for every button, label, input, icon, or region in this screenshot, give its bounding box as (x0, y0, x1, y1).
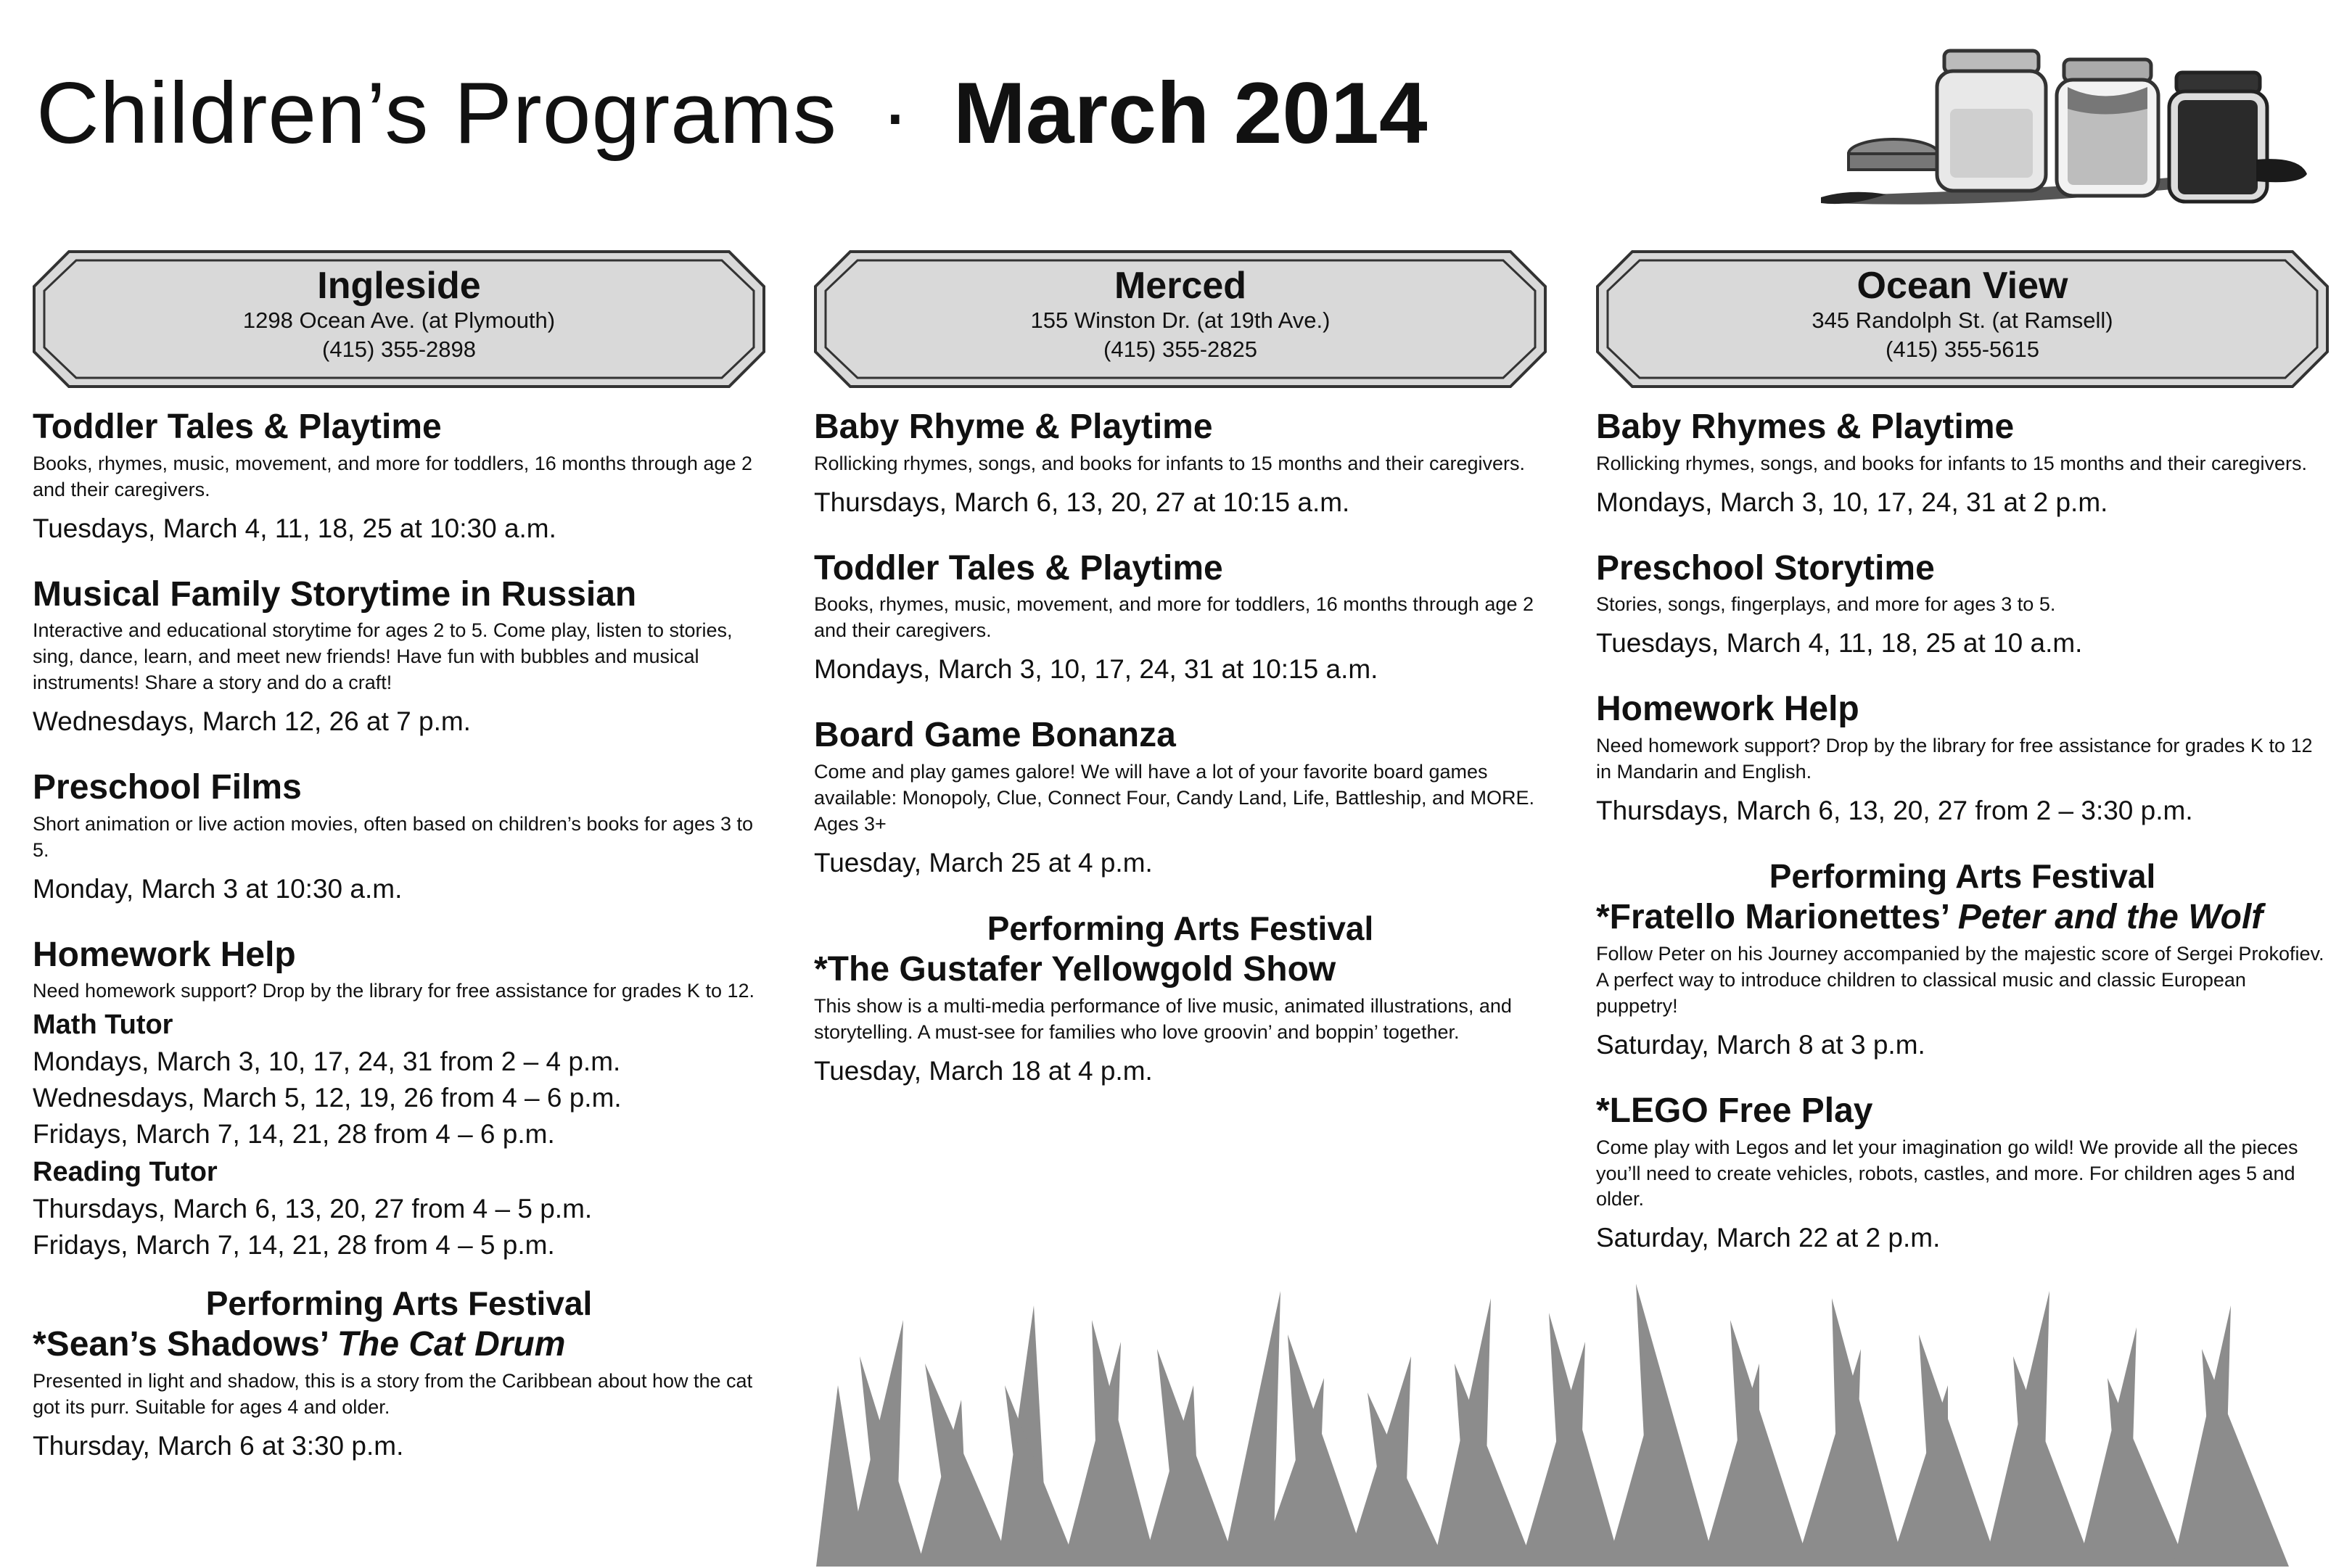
program-title: Preschool Storytime (1596, 548, 1935, 587)
branch-address: 345 Randolph St. (at Ramsell) (1812, 307, 2113, 333)
program-lego-free-play (1596, 1092, 2329, 1256)
program-title: Board Game Bonanza (814, 716, 1176, 755)
program-time: Thursdays, March 6, 13, 20, 27 from 4 – 5 p.m. (33, 1193, 593, 1224)
program-title-italic: Peter and the Wolf (1957, 898, 2263, 937)
program-description: Follow Peter on his Journey accompanied by the majestic score of Sergei Prokofiev. A perfect way to introduce children to classical music and classic European puppetry! (1596, 943, 2324, 1018)
program-description: Short animation or live action movies, often based on children’s books for ages 3 to 5. (33, 812, 754, 861)
program-title-plain: *Sean’s Shadows’ (33, 1325, 337, 1364)
paint-jars-and-brush-icon (1806, 29, 2314, 239)
program-title: Homework Help (33, 935, 296, 974)
column-ingleside (33, 250, 765, 1493)
program-title: *The Gustafer Yellowgold Show (814, 950, 1336, 989)
branch-name: Ingleside (317, 265, 481, 307)
program-time: Thursdays, March 6, 13, 20, 27 from 2 – 3:30 p.m. (1596, 795, 2193, 825)
program-gustafer-yellowgold (814, 951, 1547, 1089)
program-time: Thursdays, March 6, 13, 20, 27 at 10:15 a.m. (814, 487, 1350, 517)
math-tutor-label: Math Tutor (33, 1010, 173, 1041)
program-description: Come play with Legos and let your imagination go wild! We provide all the pieces you’ll need to create vehicles, robots, castles, and more. For children ages 5 and older. (1596, 1136, 2298, 1210)
title-month: March 2014 (953, 65, 1428, 162)
program-time: Mondays, March 3, 10, 17, 24, 31 at 2 p.m. (1596, 487, 2108, 517)
branch-name: Ocean View (1856, 265, 2068, 307)
program-time: Fridays, March 7, 14, 21, 28 from 4 – 6 p.m. (33, 1118, 555, 1149)
festival-heading: Performing Arts Festival (987, 909, 1374, 947)
program-homework-help (33, 936, 765, 1263)
program-preschool-storytime (1596, 550, 2329, 662)
program-title: Toddler Tales & Playtime (814, 548, 1223, 587)
program-title (1596, 899, 2329, 937)
program-preschool-films (33, 769, 765, 907)
festival-heading: Performing Arts Festival (205, 1284, 593, 1322)
program-title-italic: The Cat Drum (337, 1325, 566, 1364)
branch-phone: (415) 355-2898 (322, 336, 476, 362)
program-time: Tuesdays, March 4, 11, 18, 25 at 10:30 a.m. (33, 513, 556, 543)
column-ocean-view (1596, 250, 2329, 1285)
program-time: Mondays, March 3, 10, 17, 24, 31 from 2 – 4 p.m. (33, 1046, 621, 1076)
column-merced (814, 250, 1547, 1118)
program-time: Wednesdays, March 12, 26 at 7 p.m. (33, 706, 471, 737)
program-toddler-tales (33, 408, 765, 547)
program-title (33, 1326, 765, 1364)
grass-illustration-icon (816, 1276, 2289, 1567)
branch-banner-ocean-view (1596, 250, 2329, 388)
branch-address: 155 Winston Dr. (at 19th Ave.) (1030, 307, 1331, 333)
program-description: Books, rhymes, music, movement, and more for toddlers, 16 months through age 2 and their caregivers. (814, 593, 1534, 642)
branch-name: Merced (1114, 265, 1247, 307)
program-baby-rhymes (1596, 408, 2329, 521)
program-homework-help (1596, 690, 2329, 829)
program-musical-storytime (33, 576, 765, 740)
program-description: Need homework support? Drop by the library for free assistance for grades K to 12 in Mandarin and English. (1596, 735, 2313, 783)
program-description: Rollicking rhymes, songs, and books for infants to 15 months and their caregivers. (814, 452, 1525, 474)
branch-banner-ingleside (33, 250, 765, 388)
program-time: Mondays, March 3, 10, 17, 24, 31 at 10:15 a.m. (814, 654, 1378, 685)
program-time: Monday, March 3 at 10:30 a.m. (33, 873, 403, 904)
program-title-plain: *Fratello Marionettes’ (1596, 898, 1958, 937)
program-description: Interactive and educational storytime for ages 2 to 5. Come play, listen to stories, sing, dance, learn, and meet new friends! Have fun with bubbles and musical instruments! Share a story and do a craft! (33, 619, 733, 694)
branch-banner-merced (814, 250, 1547, 388)
branch-phone: (415) 355-5615 (1886, 336, 2039, 362)
program-seans-shadows (33, 1326, 765, 1464)
program-time: Saturday, March 8 at 3 p.m. (1596, 1029, 1925, 1060)
branch-address: 1298 Ocean Ave. (at Plymouth) (242, 307, 556, 333)
program-description: Stories, songs, fingerplays, and more for ages 3 to 5. (1596, 593, 2056, 616)
program-time: Tuesday, March 18 at 4 p.m. (814, 1055, 1153, 1086)
program-title: Musical Family Storytime in Russian (33, 574, 637, 614)
program-time: Tuesday, March 25 at 4 p.m. (814, 847, 1153, 878)
program-description: This show is a multi-media performance of live music, animated illustrations, and storytelling. A must-see for families who love groovin’ and boppin’ together. (814, 995, 1512, 1043)
program-description: Come and play games galore! We will have a lot of your favorite board games available: Monopoly, Clue, Connect Four, Candy Land, Life, Battleship, and MORE. Ages 3+ (814, 760, 1535, 835)
program-description: Need homework support? Drop by the library for free assistance for grades K to 12. (33, 980, 754, 1002)
program-time: Tuesdays, March 4, 11, 18, 25 at 10 a.m. (1596, 628, 2083, 659)
page-title (36, 65, 1428, 162)
program-time: Fridays, March 7, 14, 21, 28 from 4 – 5 p.m. (33, 1229, 555, 1260)
program-description: Presented in light and shadow, this is a story from the Caribbean about how the cat got its purr. Suitable for ages 4 and older. (33, 1370, 753, 1419)
program-fratello-marionettes (1596, 899, 2329, 1062)
program-time: Wednesdays, March 5, 12, 19, 26 from 4 – 6 p.m. (33, 1082, 622, 1113)
program-title: Preschool Films (33, 768, 302, 806)
program-title: Baby Rhymes & Playtime (1596, 408, 2015, 446)
reading-tutor-label: Reading Tutor (33, 1157, 218, 1188)
title-separator: · (880, 65, 910, 162)
program-time: Thursday, March 6 at 3:30 p.m. (33, 1430, 404, 1461)
program-baby-rhyme (814, 408, 1547, 521)
program-title: Baby Rhyme & Playtime (814, 408, 1213, 446)
program-title: *LEGO Free Play (1596, 1091, 1873, 1130)
program-time: Saturday, March 22 at 2 p.m. (1596, 1223, 1941, 1253)
branch-phone: (415) 355-2825 (1103, 336, 1257, 362)
program-title: Homework Help (1596, 690, 1859, 729)
program-board-game-bonanza (814, 717, 1547, 880)
program-title: Toddler Tales & Playtime (33, 408, 442, 446)
program-description: Books, rhymes, music, movement, and more for toddlers, 16 months through age 2 and their caregivers. (33, 452, 752, 500)
title-programs: Children’s Programs (36, 65, 837, 162)
program-toddler-tales (814, 550, 1547, 688)
program-description: Rollicking rhymes, songs, and books for infants to 15 months and their caregivers. (1596, 452, 2307, 474)
festival-heading: Performing Arts Festival (1769, 857, 2156, 895)
